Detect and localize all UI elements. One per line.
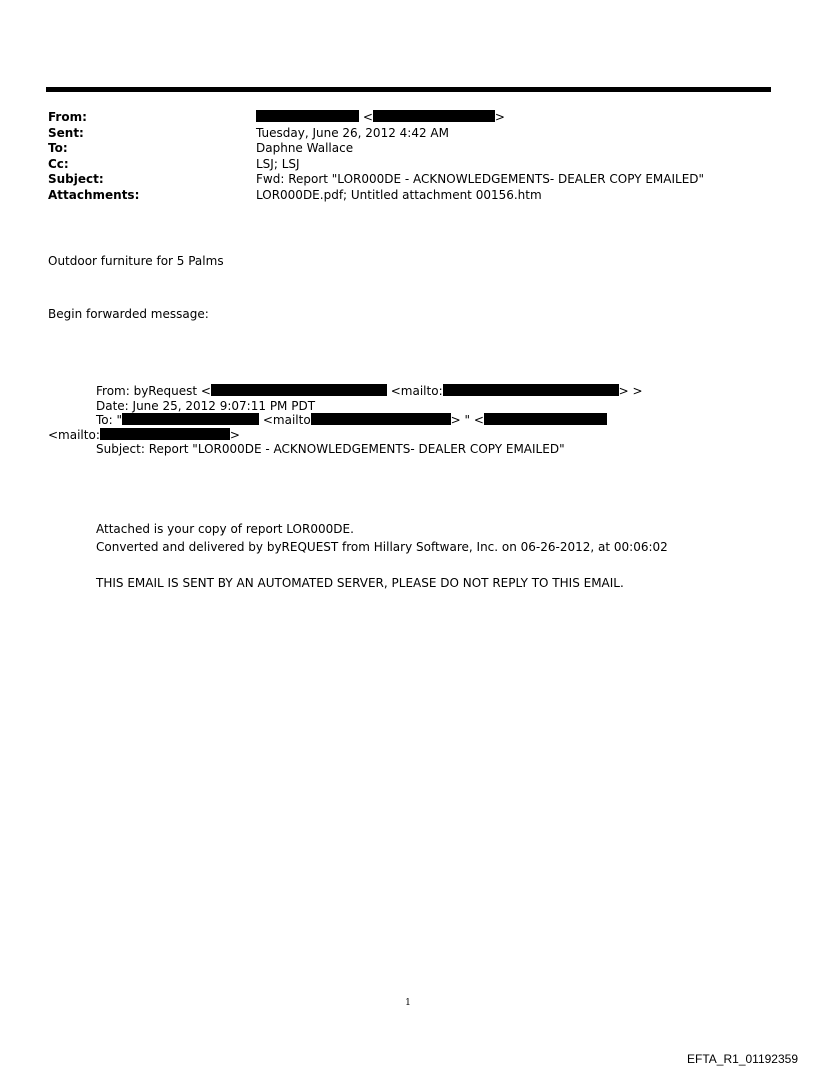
fwd-to-mailto: <mailto — [262, 413, 311, 427]
redaction — [256, 110, 359, 122]
fwd-to-line — [48, 413, 643, 428]
from-label: From: — [48, 110, 87, 124]
to-label: To: — [48, 141, 68, 156]
redaction — [484, 413, 607, 425]
fwd-date-line: Date: June 25, 2012 9:07:11 PM PDT — [96, 398, 316, 413]
from-value — [256, 110, 505, 126]
message-line-1: Attached is your copy of report LOR000DE. — [96, 522, 354, 536]
message-line-2: Converted and delivered by byREQUEST from Hillary Software, Inc. on 06-26-2012, at 00:06:02 — [96, 540, 668, 554]
from-lt: < — [362, 110, 373, 124]
subject-value: Fwd: Report "LOR000DE - ACKNOWLEDGEMENTS- DEALER COPY EMAILED" — [256, 172, 705, 187]
fwd-subject-line: Subject: Report "LOR000DE - ACKNOWLEDGEMENTS- DEALER COPY EMAILED" — [96, 442, 565, 456]
fwd-cont-prefix: <mailto: — [48, 427, 100, 442]
fwd-from-line — [48, 384, 643, 399]
header-rule — [46, 87, 771, 92]
page-number: 1 — [405, 998, 411, 1008]
intro-text: Outdoor furniture for 5 Palms — [48, 254, 224, 268]
redaction — [311, 413, 451, 425]
attachments-label: Attachments: — [48, 187, 140, 202]
fwd-from-suffix: > > — [618, 384, 643, 398]
fwd-cont-suffix: > — [229, 427, 240, 442]
begin-forwarded-text: Begin forwarded message: — [48, 307, 209, 321]
cc-label: Cc: — [48, 156, 69, 171]
cc-value: LSJ; LSJ — [256, 156, 300, 171]
message-line-3: THIS EMAIL IS SENT BY AN AUTOMATED SERVER, PLEASE DO NOT REPLY TO THIS EMAIL. — [96, 576, 624, 590]
from-gt: > — [494, 110, 505, 124]
redaction — [443, 384, 619, 396]
redaction — [211, 384, 387, 396]
fwd-to-continuation — [48, 428, 643, 443]
sent-value: Tuesday, June 26, 2012 4:42 AM — [256, 125, 449, 140]
redaction — [373, 110, 495, 122]
fwd-to-prefix: To: " — [96, 413, 123, 427]
sent-label: Sent: — [48, 125, 84, 140]
subject-label: Subject: — [48, 172, 104, 187]
fwd-from-mailto: <mailto: — [390, 384, 443, 398]
redaction — [122, 413, 259, 425]
forwarded-header — [48, 384, 643, 457]
redaction — [100, 428, 230, 440]
attachments-value: LOR000DE.pdf; Untitled attachment 00156.htm — [256, 187, 542, 202]
fwd-from-prefix: From: byRequest < — [96, 384, 211, 398]
bates-number: EFTA_R1_01192359 — [687, 1052, 798, 1066]
to-value: Daphne Wallace — [256, 141, 354, 156]
fwd-to-mid: > " < — [450, 413, 484, 427]
